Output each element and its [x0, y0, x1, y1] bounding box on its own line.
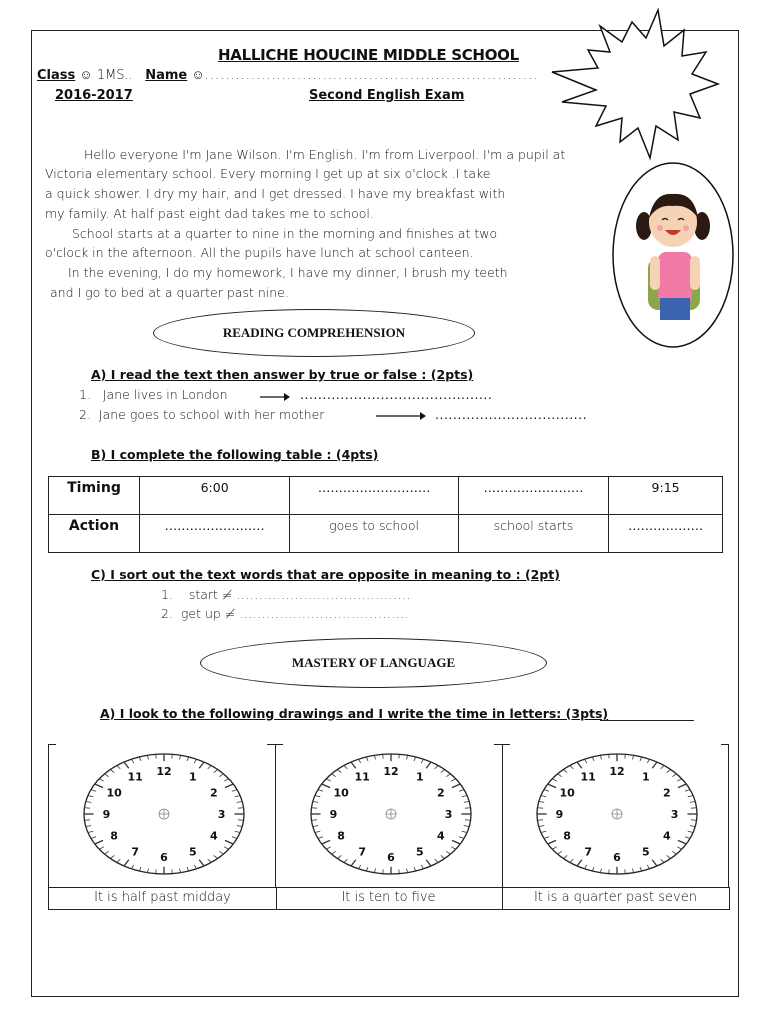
divider — [494, 744, 510, 745]
table-cell: goes to school — [290, 515, 459, 553]
clock-number: 3 — [444, 808, 453, 821]
clock-number: 4 — [663, 829, 671, 843]
clock-caption: It is half past midday — [48, 887, 277, 910]
section-reading — [153, 309, 475, 357]
exam-title: Second English Exam — [309, 88, 465, 103]
clock-number: 6 — [387, 851, 395, 865]
mastery-question-a: A) I look to the following drawings and I write the time in letters: (3pts) — [100, 706, 609, 721]
table-cell[interactable]: …………………… — [458, 477, 608, 515]
class-label: Class — [37, 68, 76, 83]
table-cell[interactable]: …………………… — [140, 515, 290, 553]
clock-number: 2 — [210, 786, 218, 800]
divider — [275, 744, 276, 887]
clock-number: 7 — [584, 845, 593, 859]
section-mastery — [200, 638, 547, 688]
name-label: Name — [145, 68, 188, 83]
question-c-heading: C) I sort out the text words that are opposite in meaning to : (2pt) — [91, 567, 560, 582]
question-c-item: 2. get up ≠ ...................................... — [161, 606, 410, 621]
answer-blank[interactable]: .................................. — [435, 407, 588, 422]
divider — [267, 744, 283, 745]
answer-blank[interactable]: ...................................... — [239, 606, 410, 621]
question-a-item: 1. Jane lives in London — [79, 387, 228, 402]
smiley-icon: ☺ — [79, 68, 93, 83]
timing-table — [48, 476, 723, 553]
clock-number: 1 — [641, 770, 650, 784]
text-line: Victoria elementary school. Every morning I get up at six o'clock .I take — [45, 166, 491, 181]
clock-number: 6 — [160, 851, 168, 865]
clock-icon — [82, 752, 246, 876]
row-label-action: Action — [49, 515, 140, 553]
question-b-heading: B) I complete the following table : (4pts) — [91, 447, 379, 462]
clock-number: 3 — [670, 808, 679, 821]
question-c-item: 1. start ≠ ....................................... — [161, 587, 411, 602]
clock-number: 12 — [609, 764, 625, 778]
text-line: In the evening, I do my homework, I have my dinner, I brush my teeth — [68, 265, 508, 280]
clock-number: 9 — [555, 808, 564, 821]
answer-blank[interactable]: ........................................... — [300, 387, 493, 402]
divider — [728, 744, 729, 887]
clock-number: 12 — [156, 764, 172, 778]
clock-number: 7 — [358, 845, 367, 859]
table-row — [49, 515, 723, 553]
text-line: o'clock in the afternoon. All the pupils have lunch at school canteen. — [45, 245, 474, 260]
arrow-icon — [260, 392, 290, 402]
clock-number: 3 — [217, 808, 226, 821]
clock-number: 11 — [580, 770, 596, 784]
divider — [502, 744, 503, 887]
table-cell[interactable]: ……………… — [609, 515, 723, 553]
clock-icon — [309, 752, 473, 876]
clock-number: 8 — [110, 829, 118, 843]
clock-number: 10 — [559, 786, 575, 800]
table-cell: 9:15 — [609, 477, 723, 515]
girl-illustration — [610, 160, 740, 352]
clock-number: 8 — [337, 829, 345, 843]
clock-number: 1 — [188, 770, 197, 784]
question-a-heading: A) I read the text then answer by true or false : (2pts) — [91, 367, 474, 382]
table-cell: 6:00 — [140, 477, 290, 515]
clock-number: 10 — [333, 786, 349, 800]
answer-blank[interactable]: ....................................... — [236, 587, 411, 602]
clock-number: 5 — [188, 845, 197, 859]
clock-number: 4 — [437, 829, 445, 843]
table-cell: school starts — [458, 515, 608, 553]
school-title: HALLICHE HOUCINE MIDDLE SCHOOL — [218, 46, 519, 64]
class-name-line — [37, 67, 538, 83]
question-a-item: 2. Jane goes to school with her mother — [79, 407, 325, 422]
clock-number: 8 — [563, 829, 571, 843]
row-label-timing: Timing — [49, 477, 140, 515]
section-title: MASTERY OF LANGUAGE — [291, 655, 456, 670]
text-line: and I go to bed at a quarter past nine. — [50, 285, 289, 300]
clock-number: 5 — [641, 845, 650, 859]
section-title: READING COMPREHENSION — [222, 325, 406, 340]
clock-number: 6 — [613, 851, 621, 865]
clock-number: 5 — [415, 845, 424, 859]
clock-number: 1 — [415, 770, 424, 784]
clock-number: 12 — [383, 764, 399, 778]
clock-number: 9 — [102, 808, 111, 821]
text-line: my family. At half past eight dad takes me to school. — [45, 206, 374, 221]
clock-number: 9 — [329, 808, 338, 821]
smiley-icon: ☺ — [191, 68, 205, 83]
class-value: 1MS.. — [96, 68, 133, 83]
arrow-icon — [376, 411, 426, 421]
underline-divider — [600, 720, 694, 721]
clock-number: 11 — [127, 770, 143, 784]
clock-number: 10 — [106, 786, 122, 800]
table-cell[interactable]: ……………………… — [290, 477, 459, 515]
divider — [721, 744, 729, 745]
divider — [48, 744, 56, 745]
name-blank[interactable]: ................................................................. — [204, 68, 539, 83]
clock-caption: It is ten to five — [275, 887, 503, 910]
text-line: School starts at a quarter to nine in the morning and finishes at two — [72, 226, 498, 241]
school-year: 2016-2017 — [55, 88, 133, 103]
text-line: a quick shower. I dry my hair, and I get dressed. I have my breakfast with — [45, 186, 506, 201]
clock-caption: It is a quarter past seven — [502, 887, 730, 910]
clock-number: 7 — [131, 845, 140, 859]
table-row — [49, 477, 723, 515]
clock-number: 2 — [437, 786, 445, 800]
text-line: Hello everyone I'm Jane Wilson. I'm English. I'm from Liverpool. I'm a pupil at — [84, 147, 566, 162]
clock-number: 2 — [663, 786, 671, 800]
starburst-icon — [550, 8, 750, 178]
clock-number: 11 — [354, 770, 370, 784]
clock-number: 4 — [210, 829, 218, 843]
divider — [48, 744, 49, 887]
clock-icon — [535, 752, 699, 876]
